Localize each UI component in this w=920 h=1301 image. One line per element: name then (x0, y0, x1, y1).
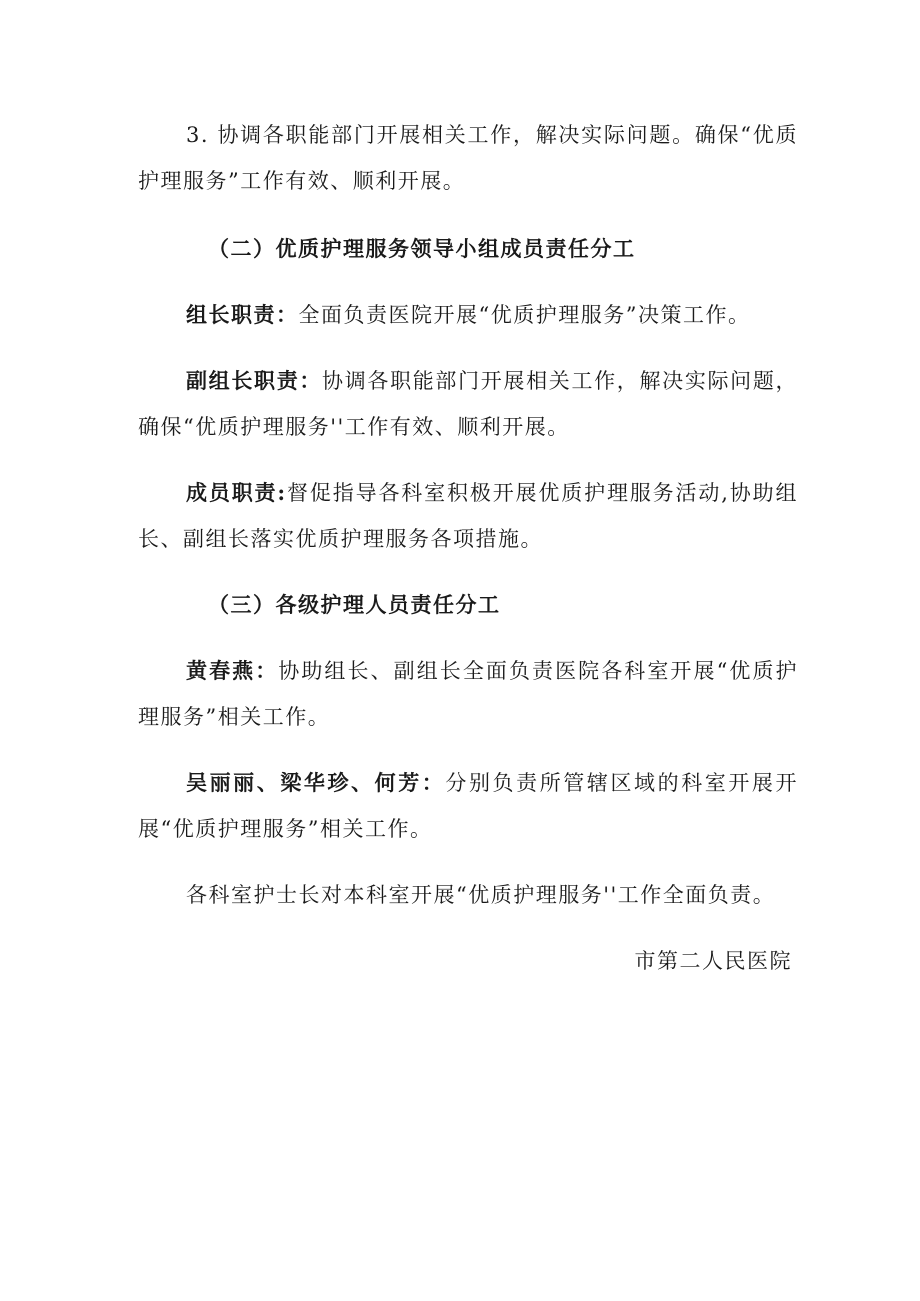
section-heading-nursing-staff-duties: （三）各级护理人员责任分工 (208, 592, 501, 617)
signature-hospital-name: 市第二人民医院 (634, 949, 792, 973)
paragraph-huang-chunyan (138, 648, 798, 740)
paragraph-coordination: 3. 协调各职能部门开展相关工作，解决实际问题。确保“优质护理服务”工作有效、顺利开展。 (138, 123, 798, 193)
regional-staff-label: 吴丽丽、梁华珍、何芳： (186, 770, 446, 795)
paragraph-deputy-leader-duty (138, 358, 798, 450)
paragraph-leader-duty (138, 292, 798, 338)
deputy-leader-duty-label: 副组长职责： (186, 368, 323, 393)
regional-staff-text: 分别负责所管辖区域的科室开展开展“优质护理服务”相关工作。 (138, 771, 799, 841)
leader-duty-label: 组长职责： (186, 302, 299, 327)
member-duty-text: 督促指导各科室积极开展优质护理服务活动,协助组长、副组长落实优质护理服务各项措施。 (138, 481, 798, 551)
deputy-leader-duty-text: 协调各职能部门开展相关工作，解决实际问题，确保“优质护理服务''工作有效、顺利开展。 (138, 369, 799, 439)
document-body (138, 112, 798, 984)
huang-chunyan-label: 黄春燕： (186, 658, 279, 683)
member-duty-label: 成员职责: (186, 480, 287, 505)
huang-chunyan-text: 协助组长、副组长全面负责医院各科室开展“优质护理服务”相关工作。 (138, 659, 799, 729)
paragraph-regional-staff (138, 760, 798, 852)
leader-duty-text: 全面负责医院开展“优质护理服务”决策工作。 (298, 303, 751, 327)
section-heading-leadership-duties: （二）优质护理服务领导小组成员责任分工 (208, 236, 636, 261)
paragraph-head-nurses: 各科室护士长对本科室开展“优质护理服务''工作全面负责。 (186, 883, 776, 907)
paragraph-member-duty (138, 470, 798, 562)
